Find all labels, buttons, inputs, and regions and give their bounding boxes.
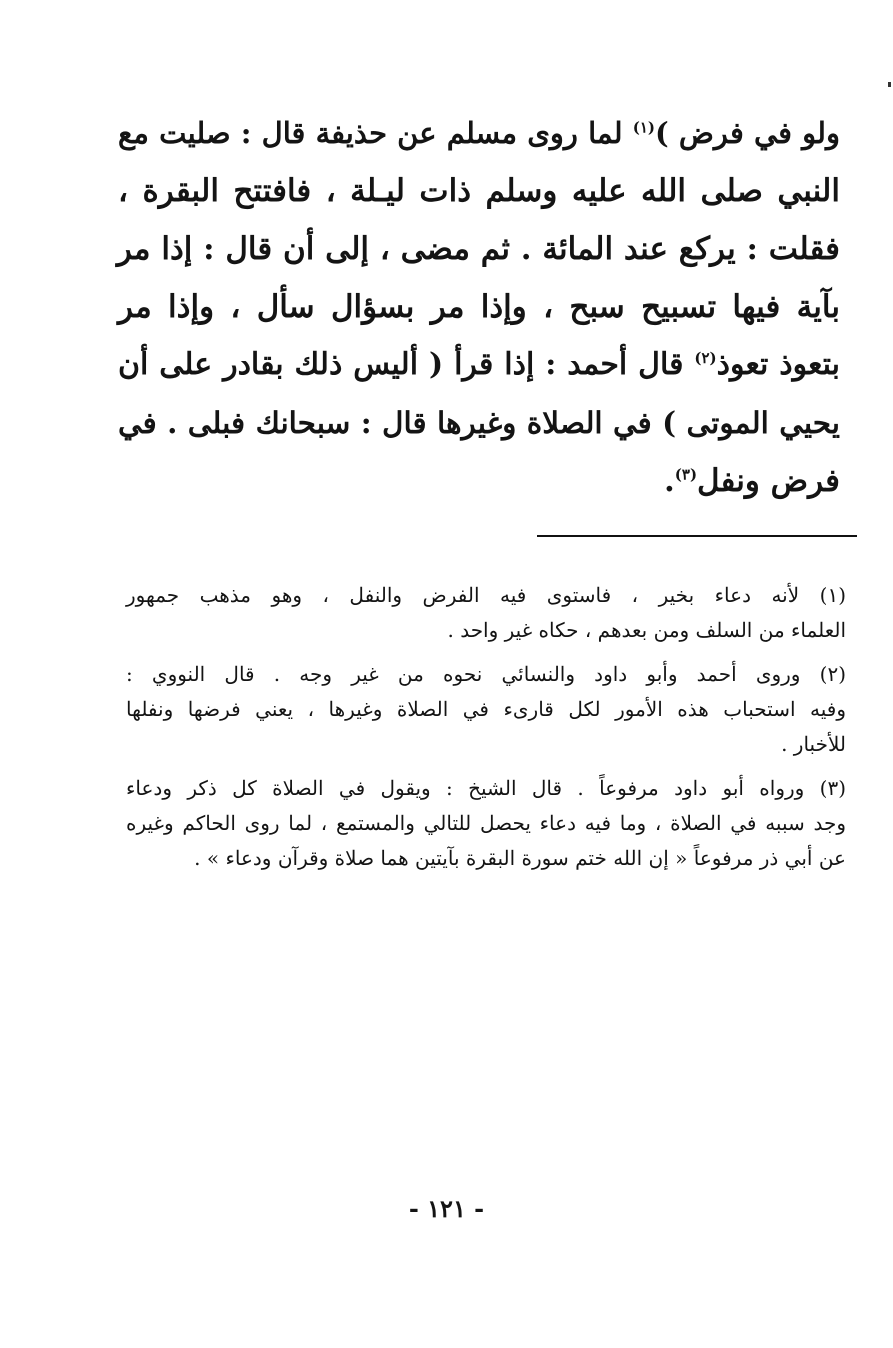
footnote-marker[interactable]: (٣) [674, 465, 698, 484]
footnotes-section [126, 578, 846, 885]
footnote-marker[interactable]: (١) [632, 118, 655, 137]
footnote-line: للأخبار . [781, 732, 846, 756]
page-number: - ١٢١ - [408, 1194, 485, 1223]
footnote-line: (٢) وروى أحمد وأبو داود والنسائي نحوه من غير وجه . قال النووي : [126, 662, 846, 686]
footnote-line: وجد سببه في الصلاة ، وما فيه دعاء يحصل للتالي والمستمع ، لما روى الحاكم وغيره [126, 811, 846, 835]
main-text-line: ولو في فرض )$^{(١)}$ لما روى مسلم عن حذيفة قال : صليت مع [118, 116, 840, 150]
main-text-line: بآية فيها تسبيح سبح ، وإذا مر بسؤال سأل ، وإذا مر [118, 289, 840, 325]
main-text-line: فرض ونفل$^{(٣)}$. [663, 463, 840, 499]
footnote-line: وفيه استحباب هذه الأمور لكل قارىء في الصلاة وغيرها ، يعني فرضها ونفلها [126, 697, 846, 721]
footnote-3 [126, 771, 846, 876]
footnote-line: عن أبي ذر مرفوعاً « إن الله ختم سورة البقرة بآيتين هما صلاة وقرآن ودعاء » . [194, 846, 846, 870]
footnote-line: العلماء من السلف ومن بعدهم ، حكاه غير واحد . [447, 618, 846, 642]
footnote-marker[interactable]: (٢) [694, 349, 717, 367]
main-text-line: النبي صلى الله عليه وسلم ذات ليـلة ، فافتتح البقرة ، [118, 173, 840, 209]
footnote-line: (٣) ورواه أبو داود مرفوعاً . قال الشيخ : ويقول في الصلاة كل ذكر ودعاء [126, 776, 846, 800]
footnote-separator [537, 535, 857, 537]
footnote-2 [126, 657, 846, 762]
footnote-1 [126, 578, 846, 648]
main-text [118, 104, 840, 510]
main-text-line: بتعوذ تعوذ$^{(٢)}$ قال أحمد : إذا قرأ ( أليس ذلك بقادر على أن [118, 347, 841, 382]
footnote-line: (١) لأنه دعاء بخير ، فاستوى فيه الفرض والنفل ، وهو مذهب جمهور [126, 583, 846, 607]
main-text-line: يحيي الموتى ) في الصلاة وغيرها قال : سبحانك فبلى . في [118, 405, 840, 440]
page-edge-mark [888, 82, 891, 87]
main-text-line: فقلت : يركع عند المائة . ثم مضى ، إلى أن قال : إذا مر [116, 231, 840, 267]
